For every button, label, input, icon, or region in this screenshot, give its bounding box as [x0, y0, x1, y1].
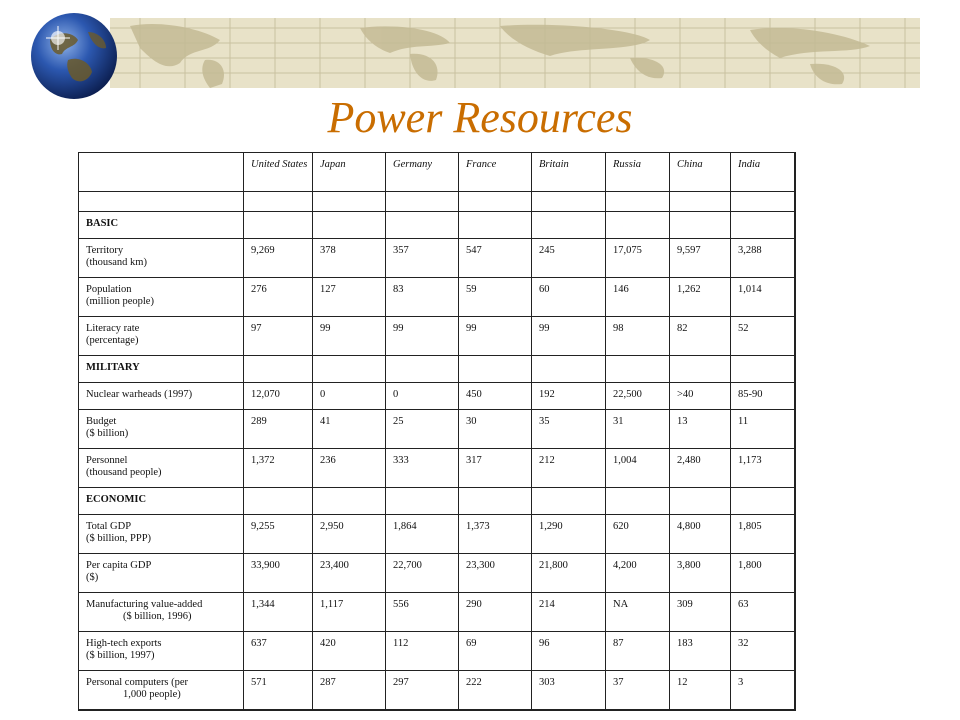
value-cell: 3	[731, 671, 795, 711]
column-header: United States	[244, 153, 313, 192]
empty-cell	[731, 212, 795, 239]
column-header: Japan	[313, 153, 386, 192]
table-row	[79, 449, 795, 488]
empty-cell	[532, 356, 606, 383]
empty-cell	[606, 356, 670, 383]
empty-cell	[313, 192, 386, 212]
value-cell: 378	[313, 239, 386, 278]
empty-cell	[532, 488, 606, 515]
value-cell: 1,014	[731, 278, 795, 317]
value-cell: 222	[459, 671, 532, 711]
table-row	[79, 239, 795, 278]
value-cell: 22,700	[386, 554, 459, 593]
row-label	[79, 593, 244, 632]
value-cell: 97	[244, 317, 313, 356]
empty-cell	[244, 488, 313, 515]
value-cell: 63	[731, 593, 795, 632]
value-cell: 1,290	[532, 515, 606, 554]
value-cell: 9,597	[670, 239, 731, 278]
value-cell: 192	[532, 383, 606, 410]
empty-cell	[731, 488, 795, 515]
value-cell: 637	[244, 632, 313, 671]
row-label-line1: Literacy rate	[86, 323, 140, 334]
empty-cell	[670, 356, 731, 383]
value-cell: 31	[606, 410, 670, 449]
value-cell: 96	[532, 632, 606, 671]
value-cell: 333	[386, 449, 459, 488]
value-cell: 35	[532, 410, 606, 449]
value-cell: 99	[386, 317, 459, 356]
section-label: ECONOMIC	[79, 488, 244, 515]
value-cell: 245	[532, 239, 606, 278]
value-cell: 25	[386, 410, 459, 449]
value-cell: 83	[386, 278, 459, 317]
row-label	[79, 383, 244, 410]
row-label	[79, 671, 244, 711]
value-cell: NA	[606, 593, 670, 632]
value-cell: 33,900	[244, 554, 313, 593]
value-cell: 183	[670, 632, 731, 671]
value-cell: 87	[606, 632, 670, 671]
value-cell: 17,075	[606, 239, 670, 278]
row-label	[79, 632, 244, 671]
column-header: Russia	[606, 153, 670, 192]
value-cell: 23,300	[459, 554, 532, 593]
row-label	[79, 317, 244, 356]
table-row	[79, 410, 795, 449]
empty-cell	[670, 212, 731, 239]
empty-cell	[244, 212, 313, 239]
row-label-line2: (thousand km)	[86, 257, 147, 268]
row-label	[79, 410, 244, 449]
value-cell: 276	[244, 278, 313, 317]
value-cell: 85-90	[731, 383, 795, 410]
empty-cell	[386, 192, 459, 212]
value-cell: 556	[386, 593, 459, 632]
value-cell: 420	[313, 632, 386, 671]
empty-cell	[244, 192, 313, 212]
value-cell: 1,173	[731, 449, 795, 488]
value-cell: 357	[386, 239, 459, 278]
value-cell: 32	[731, 632, 795, 671]
header-corner-cell	[79, 153, 244, 192]
row-label-line2: 1,000 people)	[123, 689, 181, 700]
value-cell: 1,800	[731, 554, 795, 593]
value-cell: 287	[313, 671, 386, 711]
table-row	[79, 593, 795, 632]
value-cell: 3,800	[670, 554, 731, 593]
value-cell: 12,070	[244, 383, 313, 410]
row-label-line1: Total GDP	[86, 521, 132, 532]
empty-cell	[313, 212, 386, 239]
value-cell: 620	[606, 515, 670, 554]
empty-cell	[606, 212, 670, 239]
value-cell: 309	[670, 593, 731, 632]
section-row	[79, 488, 795, 515]
row-label-line1: Nuclear warheads (1997)	[86, 389, 193, 400]
value-cell: 2,480	[670, 449, 731, 488]
blank-row	[79, 192, 795, 212]
value-cell: 9,269	[244, 239, 313, 278]
row-label-line1: Population	[86, 284, 132, 295]
value-cell: 1,262	[670, 278, 731, 317]
empty-cell	[606, 488, 670, 515]
row-label	[79, 278, 244, 317]
value-cell: 22,500	[606, 383, 670, 410]
table-row	[79, 515, 795, 554]
empty-cell	[386, 488, 459, 515]
value-cell: 69	[459, 632, 532, 671]
table-row	[79, 632, 795, 671]
row-label-line2: ($)	[86, 572, 99, 583]
value-cell: 82	[670, 317, 731, 356]
value-cell: 571	[244, 671, 313, 711]
empty-cell	[459, 192, 532, 212]
value-cell: 4,200	[606, 554, 670, 593]
empty-cell	[670, 192, 731, 212]
value-cell: 1,373	[459, 515, 532, 554]
value-cell: 99	[459, 317, 532, 356]
row-label-line1: Budget	[86, 416, 117, 427]
row-label-line1: Manufacturing value-added	[86, 599, 203, 610]
empty-cell	[731, 192, 795, 212]
value-cell: 1,372	[244, 449, 313, 488]
row-label	[79, 239, 244, 278]
value-cell: 98	[606, 317, 670, 356]
row-label-line1: Personnel	[86, 455, 128, 466]
value-cell: 21,800	[532, 554, 606, 593]
value-cell: 11	[731, 410, 795, 449]
row-label-line2: (million people)	[86, 296, 154, 307]
value-cell: 450	[459, 383, 532, 410]
value-cell: 3,288	[731, 239, 795, 278]
value-cell: 290	[459, 593, 532, 632]
table-row	[79, 278, 795, 317]
row-label-line1: Personal computers (per	[86, 677, 189, 688]
table-row	[79, 317, 795, 356]
table-row	[79, 383, 795, 410]
value-cell: 547	[459, 239, 532, 278]
value-cell: 289	[244, 410, 313, 449]
empty-cell	[244, 356, 313, 383]
value-cell: 99	[532, 317, 606, 356]
empty-cell	[670, 488, 731, 515]
column-header: France	[459, 153, 532, 192]
value-cell: 1,344	[244, 593, 313, 632]
value-cell: 112	[386, 632, 459, 671]
value-cell: 236	[313, 449, 386, 488]
row-label	[79, 449, 244, 488]
map-banner	[110, 18, 920, 88]
value-cell: 99	[313, 317, 386, 356]
row-label-line1: Per capita GDP	[86, 560, 152, 571]
empty-cell	[386, 212, 459, 239]
empty-cell	[459, 488, 532, 515]
row-label-line1: Territory	[86, 245, 124, 256]
value-cell: 12	[670, 671, 731, 711]
value-cell: 146	[606, 278, 670, 317]
value-cell: 303	[532, 671, 606, 711]
value-cell: 317	[459, 449, 532, 488]
row-label-line2: ($ billion, 1997)	[86, 650, 155, 661]
row-label-line2: ($ billion, 1996)	[123, 611, 192, 622]
value-cell: 9,255	[244, 515, 313, 554]
value-cell: 37	[606, 671, 670, 711]
column-header: India	[731, 153, 795, 192]
globe-icon	[28, 10, 120, 102]
section-label: BASIC	[79, 212, 244, 239]
empty-cell	[532, 212, 606, 239]
row-label	[79, 515, 244, 554]
row-label-line2: (percentage)	[86, 335, 139, 346]
section-label: MILITARY	[79, 356, 244, 383]
table-header-row	[79, 153, 795, 192]
row-label-line1: High-tech exports	[86, 638, 162, 649]
value-cell: 1,004	[606, 449, 670, 488]
row-label-line2: ($ billion)	[86, 428, 129, 439]
empty-cell	[459, 356, 532, 383]
value-cell: 59	[459, 278, 532, 317]
value-cell: 1,117	[313, 593, 386, 632]
empty-cell	[313, 488, 386, 515]
column-header: China	[670, 153, 731, 192]
empty-cell	[79, 192, 244, 212]
page-title: Power Resources	[327, 93, 633, 142]
row-label-line2: (thousand people)	[86, 467, 162, 478]
value-cell: 41	[313, 410, 386, 449]
column-header: Britain	[532, 153, 606, 192]
value-cell: 52	[731, 317, 795, 356]
value-cell: >40	[670, 383, 731, 410]
value-cell: 212	[532, 449, 606, 488]
row-label	[79, 554, 244, 593]
value-cell: 1,864	[386, 515, 459, 554]
value-cell: 30	[459, 410, 532, 449]
empty-cell	[731, 356, 795, 383]
column-header: Germany	[386, 153, 459, 192]
value-cell: 4,800	[670, 515, 731, 554]
empty-cell	[386, 356, 459, 383]
section-row	[79, 212, 795, 239]
value-cell: 214	[532, 593, 606, 632]
value-cell: 0	[386, 383, 459, 410]
value-cell: 0	[313, 383, 386, 410]
empty-cell	[313, 356, 386, 383]
section-row	[79, 356, 795, 383]
value-cell: 297	[386, 671, 459, 711]
empty-cell	[606, 192, 670, 212]
value-cell: 60	[532, 278, 606, 317]
value-cell: 2,950	[313, 515, 386, 554]
empty-cell	[532, 192, 606, 212]
value-cell: 13	[670, 410, 731, 449]
table-row	[79, 554, 795, 593]
row-label-line2: ($ billion, PPP)	[86, 533, 152, 544]
table-row	[79, 671, 795, 711]
power-resources-table	[78, 152, 796, 711]
value-cell: 1,805	[731, 515, 795, 554]
value-cell: 127	[313, 278, 386, 317]
empty-cell	[459, 212, 532, 239]
value-cell: 23,400	[313, 554, 386, 593]
